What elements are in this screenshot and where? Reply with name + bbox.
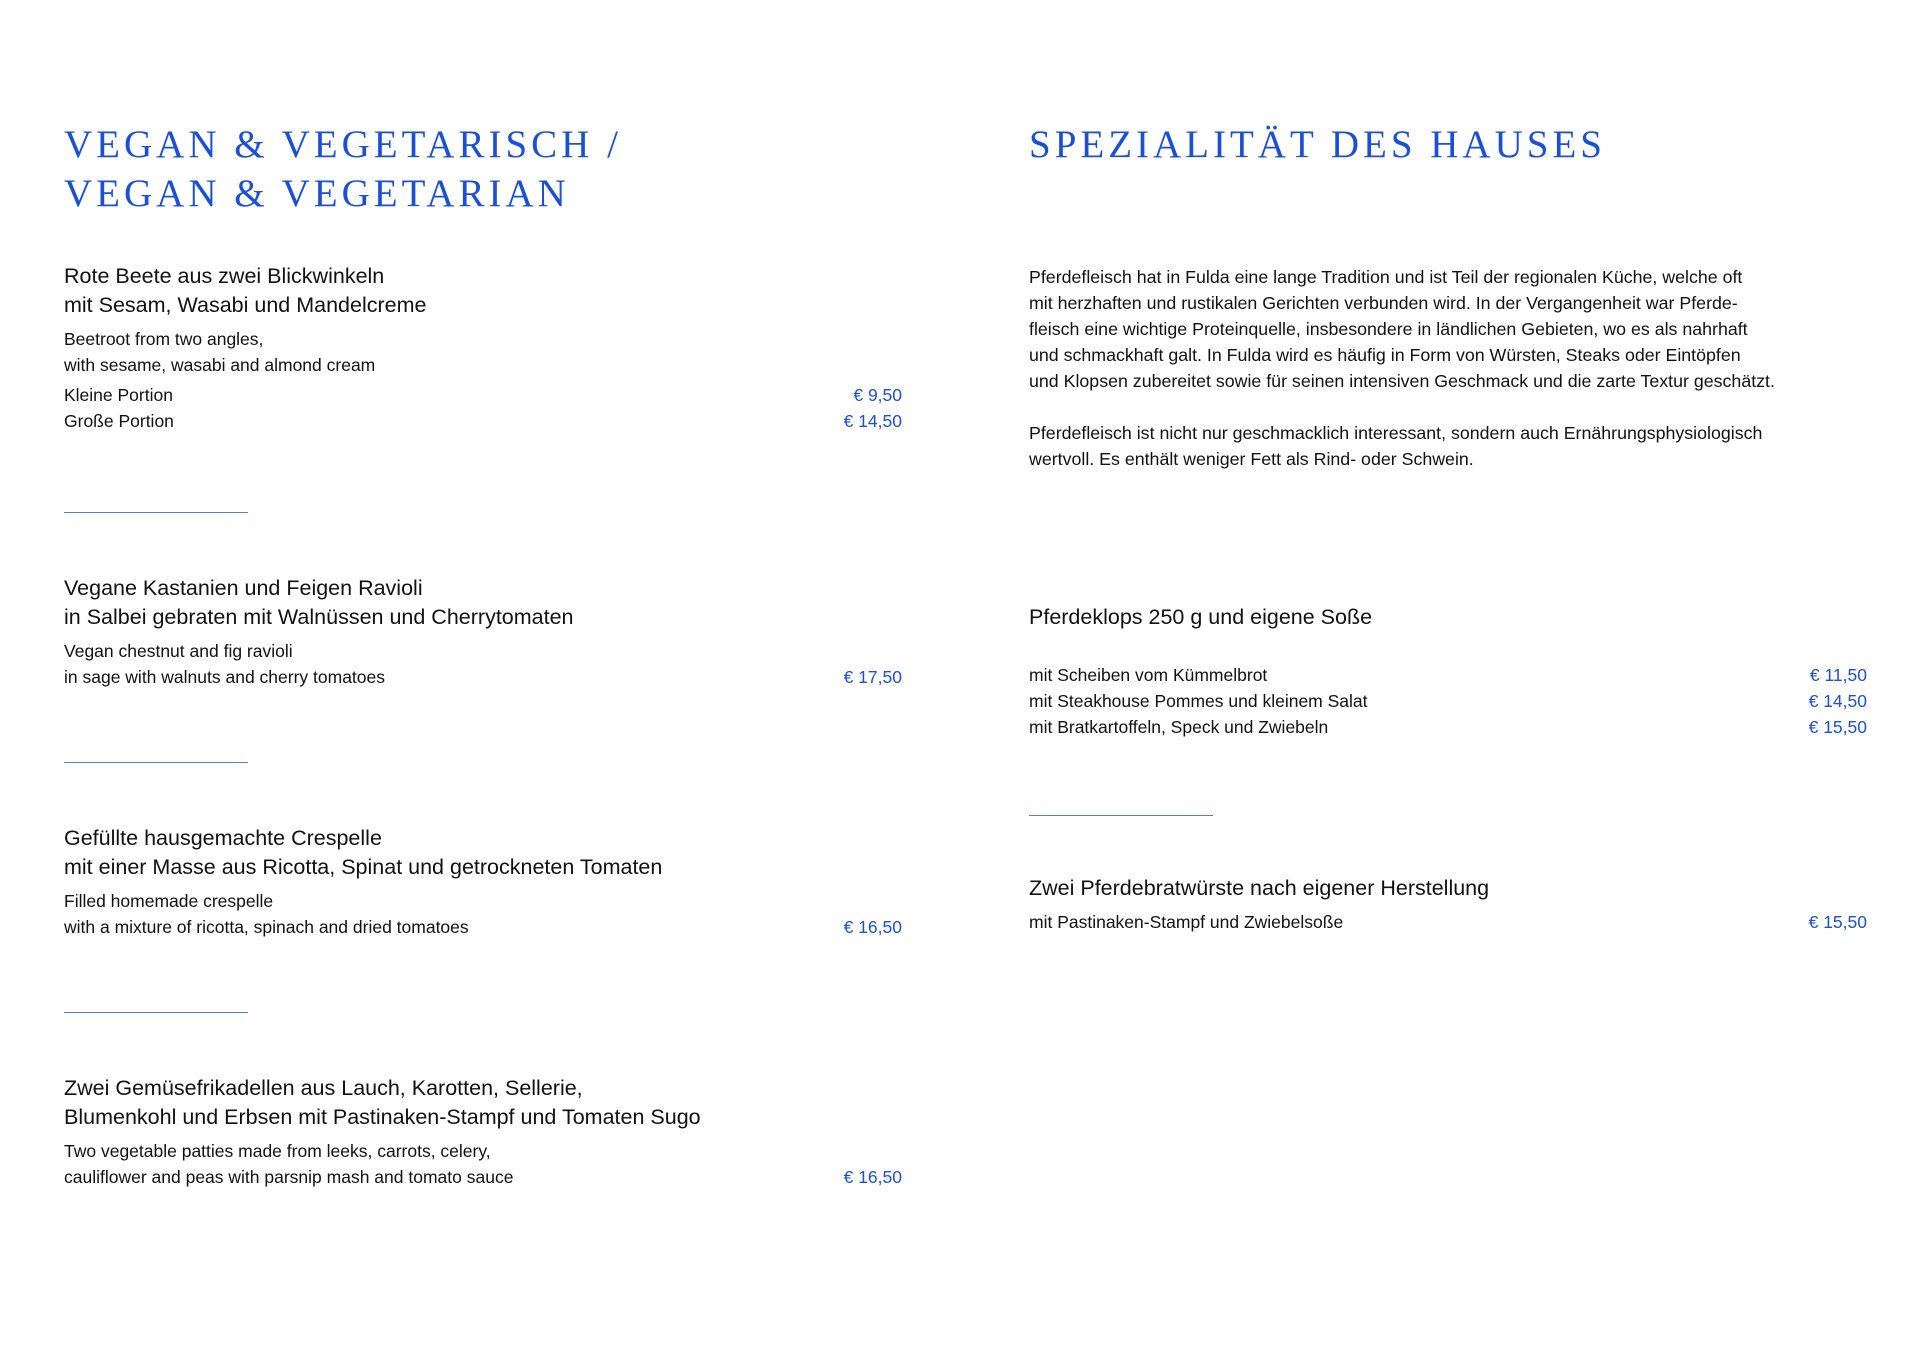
dish-description bbox=[1029, 909, 1867, 935]
price: € 15,50 bbox=[1808, 912, 1867, 932]
dish-title-line-2: in Salbei gebraten mit Walnüssen und Cherrytomaten bbox=[64, 605, 574, 629]
menu-item bbox=[64, 824, 902, 940]
price-row bbox=[64, 914, 902, 940]
serving-label: mit Bratkartoffeln, Speck und Zwiebeln bbox=[1029, 717, 1329, 737]
dish-title bbox=[64, 262, 902, 320]
dish-title-line-1: Rote Beete aus zwei Blickwinkeln bbox=[64, 264, 385, 288]
price: € 16,50 bbox=[843, 917, 902, 937]
price: € 11,50 bbox=[1809, 665, 1867, 685]
serving-options bbox=[1029, 662, 1867, 740]
dish-desc-line-2: in sage with walnuts and cherry tomatoes bbox=[64, 667, 385, 687]
section-divider bbox=[64, 1012, 248, 1013]
intro-line: mit herzhaften und rustikalen Gerichten verbunden wird. In der Vergangenheit war Pferde- bbox=[1029, 293, 1738, 313]
price: € 15,50 bbox=[1808, 717, 1867, 737]
vegan-section-heading bbox=[64, 120, 622, 218]
dish-title: Pferdeklops 250 g und eigene Soße bbox=[1029, 605, 1373, 629]
price-row bbox=[1029, 714, 1867, 740]
dish-description bbox=[64, 1138, 902, 1190]
dish-title bbox=[64, 1074, 902, 1132]
section-divider bbox=[1029, 815, 1213, 816]
intro-line: Pferdefleisch hat in Fulda eine lange Tradition und ist Teil der regionalen Küche, welche oft bbox=[1029, 267, 1743, 287]
dish-title-line-1: Zwei Gemüsefrikadellen aus Lauch, Karotten, Sellerie, bbox=[64, 1076, 583, 1100]
dish-desc-line-2: with sesame, wasabi and almond cream bbox=[64, 355, 376, 375]
intro-text bbox=[1029, 264, 1867, 472]
dish-title-line-2: mit Sesam, Wasabi und Mandelcreme bbox=[64, 293, 427, 317]
dish-desc-line-1: Filled homemade crespelle bbox=[64, 891, 274, 911]
price-row bbox=[64, 664, 902, 690]
heading-line-2: VEGAN & VEGETARIAN bbox=[64, 172, 570, 215]
intro-line: fleisch eine wichtige Proteinquelle, insbesondere in ländlichen Gebieten, wo es als nahrhaft bbox=[1029, 319, 1748, 339]
dish-description bbox=[64, 638, 902, 690]
price-row bbox=[1029, 688, 1867, 714]
menu-item bbox=[64, 1074, 902, 1190]
dish-title-line-1: Vegane Kastanien und Feigen Ravioli bbox=[64, 576, 423, 600]
serving-label: mit Scheiben vom Kümmelbrot bbox=[1029, 665, 1268, 685]
dish-description bbox=[64, 326, 902, 378]
menu-item bbox=[1029, 603, 1867, 740]
dish-title-line-2: Blumenkohl und Erbsen mit Pastinaken-Stampf und Tomaten Sugo bbox=[64, 1105, 701, 1129]
section-divider bbox=[64, 512, 248, 513]
intro-paragraph-2 bbox=[1029, 420, 1867, 472]
price-row bbox=[1029, 662, 1867, 688]
price-row bbox=[1029, 909, 1867, 935]
section-divider bbox=[64, 762, 248, 763]
dish-desc-line-1: Two vegetable patties made from leeks, carrots, celery, bbox=[64, 1141, 491, 1161]
menu-item bbox=[64, 574, 902, 690]
intro-line: und schmackhaft galt. In Fulda wird es häufig in Form von Würsten, Steaks oder Eintöpfen bbox=[1029, 345, 1741, 365]
portion-label: Kleine Portion bbox=[64, 385, 173, 405]
price: € 17,50 bbox=[843, 667, 902, 687]
dish-desc-line-2: cauliflower and peas with parsnip mash and tomato sauce bbox=[64, 1167, 514, 1187]
dish-title bbox=[64, 574, 902, 632]
price-row bbox=[64, 382, 902, 408]
dish-title-line-2: mit einer Masse aus Ricotta, Spinat und getrockneten Tomaten bbox=[64, 855, 663, 879]
price: € 9,50 bbox=[853, 385, 902, 405]
dish-title-line-1: Gefüllte hausgemachte Crespelle bbox=[64, 826, 382, 850]
dish-desc-line-2: with a mixture of ricotta, spinach and dried tomatoes bbox=[64, 917, 469, 937]
dish-title bbox=[64, 824, 902, 882]
dish-desc-line-1: Beetroot from two angles, bbox=[64, 329, 264, 349]
intro-line: wertvoll. Es enthält weniger Fett als Rind- oder Schwein. bbox=[1029, 449, 1474, 469]
price: € 14,50 bbox=[843, 411, 902, 431]
intro-paragraph-1 bbox=[1029, 264, 1867, 394]
menu-item bbox=[1029, 874, 1867, 935]
intro-line: und Klopsen zubereitet sowie für seinen intensiven Geschmack und die zarte Textur geschätzt. bbox=[1029, 371, 1775, 391]
portion-label: Große Portion bbox=[64, 411, 174, 431]
portion-options bbox=[64, 382, 902, 434]
specialty-section-heading: SPEZIALITÄT DES HAUSES bbox=[1029, 123, 1606, 166]
dish-description bbox=[64, 888, 902, 940]
price-row bbox=[64, 1164, 902, 1190]
menu-item bbox=[64, 262, 902, 434]
price: € 14,50 bbox=[1808, 691, 1867, 711]
dish-desc-line-1: Vegan chestnut and fig ravioli bbox=[64, 641, 293, 661]
price: € 16,50 bbox=[843, 1167, 902, 1187]
intro-line: Pferdefleisch ist nicht nur geschmacklich interessant, sondern auch Ernährungsphysiologisch bbox=[1029, 423, 1763, 443]
dish-desc-line: mit Pastinaken-Stampf und Zwiebelsoße bbox=[1029, 912, 1344, 932]
serving-label: mit Steakhouse Pommes und kleinem Salat bbox=[1029, 691, 1368, 711]
dish-title: Zwei Pferdebratwürste nach eigener Herstellung bbox=[1029, 876, 1490, 900]
heading-line-1: VEGAN & VEGETARISCH / bbox=[64, 123, 622, 166]
price-row bbox=[64, 408, 902, 434]
